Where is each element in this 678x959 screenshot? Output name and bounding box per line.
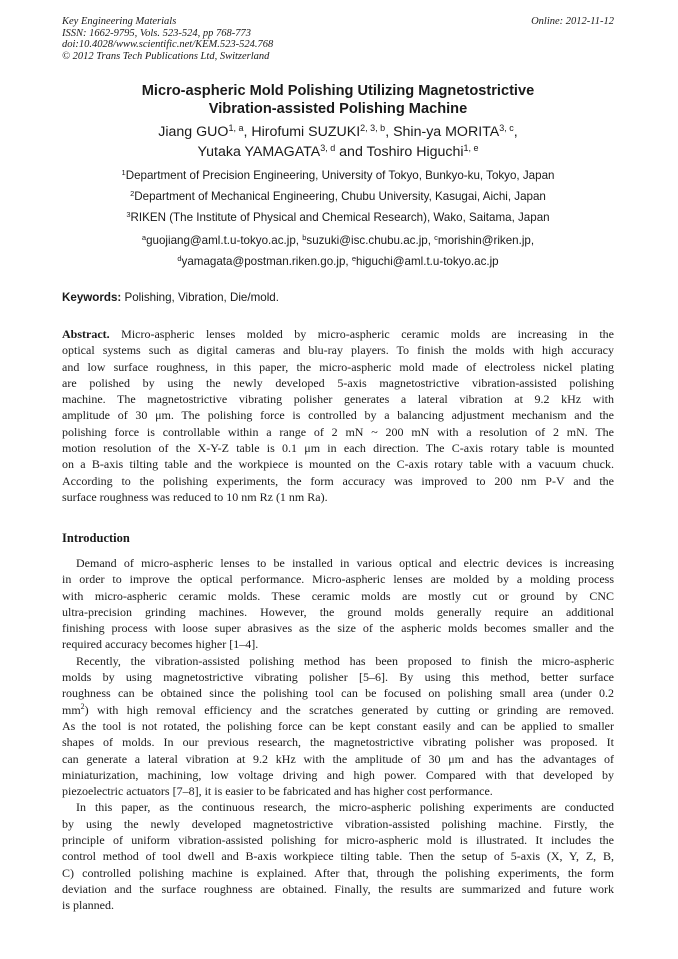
affiliation-2	[62, 190, 614, 204]
abstract-line: on a B-axis tilting table and the workpiece is mounted on the C-axis rotary table with a vacuum chuck.	[62, 457, 614, 472]
body-line: required accuracy becomes higher [1–4].	[62, 637, 259, 652]
affiliation-1	[62, 169, 614, 183]
abstract-line	[62, 326, 614, 342]
body-line: In this paper, as the continuous research, the micro-aspheric polishing experiments are conducted	[76, 800, 614, 815]
body-line: ultra-precision grinding machines. However, the ground molds generally require an additional	[62, 604, 614, 619]
affiliation-number: 3	[126, 210, 131, 219]
body-line	[62, 702, 614, 718]
abstract-text: Micro-aspheric lenses molded by micro-aspheric ceramic molds are increasing in the	[109, 327, 614, 341]
email-marker: c	[434, 233, 438, 242]
body-line: with micro-aspheric ceramic molds. These ceramic molds are mostly cut or ground by CNC	[62, 588, 614, 603]
abstract-label: Abstract.	[62, 327, 110, 341]
email-marker: b	[302, 233, 307, 242]
section-heading-introduction: Introduction	[62, 531, 130, 545]
author-affil: 1, a	[228, 123, 244, 133]
author-affil: 1, e	[463, 142, 479, 153]
author-name: Yutaka YAMAGATA	[197, 143, 321, 160]
email-link[interactable]: suzuki@isc.chubu.ac.jp,	[306, 234, 435, 247]
email-link[interactable]: morishin@riken.jp,	[437, 234, 535, 247]
email-link[interactable]: guojiang@aml.t.u-tokyo.ac.jp,	[146, 234, 303, 247]
body-line: C) controlled polishing machine is explained. After that, through the polishing experiments, the form	[62, 865, 614, 880]
author-name: , Hirofumi SUZUKI	[243, 124, 361, 140]
author-affil: 3, d	[320, 142, 336, 153]
title-line-1: Micro-aspheric Mold Polishing Utilizing Magnetostrictive	[141, 83, 535, 99]
abstract-line: According to the polishing experiments, the form accuracy was improved to 200 nm P-V and the	[62, 473, 614, 488]
affiliation-3	[62, 211, 614, 225]
body-line: finishing process with loose super abrasives as the size of the aspheric molds becomes smaller and the	[62, 621, 614, 636]
unit-superscript: 2	[80, 701, 85, 711]
abstract-line: and low surface roughness, in this paper, the micro-aspheric mold made of electroless nickel plating	[62, 359, 614, 374]
email-marker: e	[351, 254, 357, 263]
body-text: ) with high removal efficiency and the scratches generated by cutting or grinding are removed.	[84, 702, 614, 717]
email-marker: d	[177, 254, 182, 263]
publication-meta	[62, 16, 273, 62]
journal-name: Key Engineering Materials	[62, 16, 177, 27]
keywords-label: Keywords:	[62, 291, 122, 304]
body-line: control method of tool dwell and B-axis workpiece tilting table. Then the setup of 5-axis (X, Y, Z, B,	[62, 849, 614, 864]
affiliation-number: 2	[130, 189, 135, 198]
abstract-line: optical systems such as digital cameras and blu-ray players. To finish the molds with high accuracy	[62, 343, 614, 358]
abstract-line: surface roughness was reduced to 10 nm Rz (1 nm Ra).	[62, 489, 328, 504]
email-line-1	[62, 234, 614, 248]
abstract-line: amplitude of 30 μm. The polishing force is controlled by a balancing adjustment mechanism and the	[62, 408, 614, 423]
body-line: roughness can be obtained since the polishing tool can be focused on polishing small area (under 0.2	[62, 686, 614, 701]
author-name: , Shin-ya MORITA	[385, 124, 500, 140]
author-sep: ,	[513, 124, 518, 140]
abstract-line: are polished by using the newly developed 5-axis magnetostrictive vibration-assisted polishing	[62, 375, 614, 390]
keywords	[62, 291, 279, 305]
affiliation-text: Department of Mechanical Engineering, Chubu University, Kasugai, Aichi, Japan	[134, 190, 546, 203]
body-line: Recently, the vibration-assisted polishing method has been proposed to finish the micro-aspheric	[76, 653, 614, 668]
body-line: principle of uniform vibration-assisted polishing for micro-aspheric mold is illustrated. It includes the	[62, 833, 614, 848]
author-affil: 2, 3, b	[360, 123, 386, 133]
abstract	[62, 326, 614, 505]
body-line: in order to improve the optical performance. Micro-aspheric lenses are molded by a molding process	[62, 572, 614, 587]
author-affil: 3, c	[499, 123, 514, 133]
body-line: Demand of micro-aspheric lenses to be installed in various optical and electric devices is increasing	[76, 556, 614, 570]
affiliation-number: 1	[121, 168, 126, 177]
affiliation-text: Department of Precision Engineering, University of Tokyo, Bunkyo-ku, Tokyo, Japan	[125, 169, 555, 182]
body-line: miniaturization, machining, low voltage driving and high power. Compared with that developed by	[62, 767, 614, 782]
email-marker: a	[141, 233, 147, 242]
unit-text: mm	[62, 702, 81, 717]
author-list	[62, 123, 614, 162]
body-line: is planned.	[62, 898, 114, 913]
doi-line: doi:10.4028/www.scientific.net/KEM.523-524.768	[62, 39, 274, 50]
introduction-body	[62, 555, 614, 914]
author-line-1	[62, 123, 614, 143]
body-line: piezoelectric actuators [7–8], it is easier to be fabricated and has higher cost performance.	[62, 784, 493, 799]
abstract-line: polishing force is controllable within a range of 2 mN ~ 200 mN with a resolution of 2 mN. The	[62, 424, 614, 439]
body-line: As the tool is not rotated, the polishing force can be kept constant easily and can be applied to smaller	[62, 718, 614, 733]
abstract-line: motion resolution of the X-Y-Z table is 0.1 μm in each direction. The C-axis rotary table is mounted	[62, 441, 614, 456]
author-line-2	[62, 143, 614, 163]
keywords-text: Polishing, Vibration, Die/mold.	[121, 291, 279, 304]
email-line-2	[62, 255, 614, 269]
online-date: Online: 2012-11-12	[531, 16, 614, 27]
affiliation-text: RIKEN (The Institute of Physical and Chemical Research), Wako, Saitama, Japan	[130, 211, 550, 224]
title-line-2: Vibration-assisted Polishing Machine	[208, 101, 468, 117]
paper-title	[62, 82, 614, 118]
author-name: and Toshiro Higuchi	[339, 143, 464, 160]
body-line: molds by using magnetostrictive vibrating polisher [5–6]. By using this method, better surface	[62, 670, 614, 685]
body-line: can generate a lateral vibration at 9.2 kHz with the amplitude of 30 μm and has the advantages of	[62, 751, 614, 766]
body-line: shapes of molds. In our previous research, the magnetostrictive vibrating polisher was proposed. It	[62, 735, 614, 750]
issn-line: ISSN: 1662-9795, Vols. 523-524, pp 768-773	[62, 27, 251, 39]
email-link[interactable]: higuchi@aml.t.u-tokyo.ac.jp	[356, 255, 499, 268]
author-name: Jiang GUO	[158, 124, 229, 140]
copyright-line: © 2012 Trans Tech Publications Ltd, Switzerland	[62, 50, 270, 62]
body-line: by using the newly developed magnetostrictive vibration-assisted polishing machine. Firstly, the	[62, 816, 614, 831]
email-link[interactable]: yamagata@postman.riken.go.jp,	[181, 255, 352, 268]
abstract-line: machine. The magnetostrictive vibrating polisher generates a lateral vibration at 9.2 kHz with	[62, 392, 614, 407]
body-line: deviation and the surface roughness are obtained. Finally, the results are summarized and future work	[62, 881, 614, 896]
